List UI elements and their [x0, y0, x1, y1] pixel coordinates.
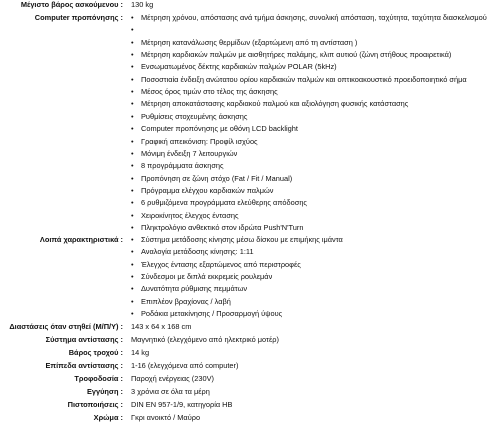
spec-bullet-item: [131, 198, 307, 208]
spec-row: [0, 387, 500, 397]
spec-bullet-text: Δυνατότητα ρύθμισης πεμμάτων: [141, 284, 248, 294]
spec-bullet-text: Επιπλέον βραχίονας / λαβή: [141, 296, 231, 306]
bullet-icon: •: [131, 235, 134, 244]
spec-value: 143 x 64 x 168 cm: [131, 322, 192, 331]
bullet-icon: •: [131, 37, 134, 47]
bullet-icon: •: [131, 124, 134, 134]
spec-label: Βάρος τροχού :: [68, 348, 123, 357]
spec-bullet-item: [131, 210, 239, 221]
spec-bullet-item: [131, 37, 358, 48]
spec-value: DIN EN 957-1/9, κατηγορία HB: [131, 400, 233, 409]
spec-label: Λοιπά χαρακτηριστικά :: [39, 235, 123, 244]
bullet-icon: •: [131, 247, 134, 257]
spec-bullet-text: Μέτρηση χρόνου, απόστασης ανά τμήμα άσκησης, συνολική απόσταση, ταχύτητα, ταχύτητα διασκελισμού: [141, 13, 487, 22]
spec-bullet-text: Σύνδεσμοι με διπλά εκκρεμείς ρουλεμάν: [141, 272, 273, 282]
spec-bullet-text: Ενσωματωμένος δέκτης καρδιακών παλμών POLAR (5kHz): [141, 62, 337, 72]
spec-label: Επίπεδα αντίστασης :: [45, 361, 123, 370]
spec-row: [0, 335, 500, 345]
spec-bullet-text: Μέτρηση κατανάλωσης θερμίδων (εξαρτώμενη από τη αντίσταση ): [141, 37, 358, 47]
bullet-icon: •: [131, 296, 134, 306]
spec-bullet-item: [131, 259, 301, 270]
spec-bullet-text: Χειροκίνητος έλεγχος έντασης: [141, 210, 239, 220]
bullet-icon: •: [131, 50, 134, 60]
spec-bullet-text: 6 ρυθμιζόμενα προγράμματα ελεύθερης απόδοσης: [141, 198, 307, 208]
spec-bullet-text: Έλεγχος έντασης εξαρτώμενος από περιστροφές: [141, 259, 301, 269]
spec-value: Μαγνητικό (ελεγχόμενο από ηλεκτρικό μοτέρ): [131, 335, 279, 344]
bullet-icon: •: [131, 87, 134, 97]
spec-bullet-item: [131, 235, 343, 245]
spec-bullet-text: Ροδάκια μετακίνησης / Προσαρμογή ύψους: [141, 309, 283, 319]
bullet-icon: •: [131, 272, 134, 282]
bullet-icon: •: [131, 62, 134, 72]
spec-bullet-text: Ποσοστιαία ένδειξη ανώτατου ορίου καρδιακών παλμών και οπτικοακουστικό προειδοποιητικό σήμα: [141, 74, 467, 84]
bullet-icon: •: [131, 222, 134, 232]
bullet-icon: •: [131, 210, 134, 220]
spec-bullet-item: [131, 13, 487, 23]
spec-bullet-text: Μέτρηση αποκατάστασης καρδιακού παλμού και αξιολόγηση φυσικής κατάστασης: [141, 99, 409, 109]
spec-bullet-item: [131, 272, 273, 282]
spec-bullet-text: Μέτρηση καρδιακών παλμών με αισθητήρες παλάμης, κλιπ αυτιού (ζώνη στήθους προαιρετικά): [141, 50, 452, 60]
bullet-icon: •: [131, 185, 134, 195]
spec-row: [0, 0, 500, 10]
spec-row: [0, 13, 500, 232]
spec-row: [0, 348, 500, 358]
spec-bullet-item: [131, 87, 278, 97]
spec-row: [0, 361, 500, 371]
spec-label: Χρώμα :: [93, 413, 123, 422]
bullet-icon: •: [131, 13, 134, 22]
bullet-icon: •: [131, 99, 134, 109]
spec-bullet-item: [131, 74, 467, 85]
bullet-icon: •: [131, 309, 134, 319]
spec-bullet-text: 8 προγράμματα άσκησης: [141, 161, 224, 171]
spec-value: 3 χρόνια σε όλα τα μέρη: [131, 387, 210, 396]
spec-bullet-item: [131, 296, 231, 307]
spec-label: Εγγύηση :: [86, 387, 123, 396]
spec-bullet-text: Πρόγραμμα ελέγχου καρδιακών παλμών: [141, 185, 274, 195]
spec-bullet-text: Μόνιμη ένδειξη 7 λειτουργιών: [141, 148, 238, 158]
spec-bullet-item: [131, 161, 224, 171]
spec-bullet-item: [131, 124, 298, 134]
bullet-icon: •: [131, 25, 134, 35]
bullet-icon: •: [131, 173, 134, 183]
spec-row: [0, 322, 500, 332]
spec-bullet-text: Αναλογία μετάδοσης κίνησης: 1:11: [141, 247, 254, 257]
spec-bullet-text: Πληκτρολόγιο ανθεκτικό στον ιδρώτα Push'N'Turn: [141, 222, 304, 232]
spec-bullet-item: [131, 247, 254, 257]
spec-bullet-item: [131, 222, 304, 233]
spec-bullet-item: [131, 148, 238, 159]
spec-bullet-item: [131, 185, 274, 196]
spec-bullet-text: Προπόνηση σε ζώνη στόχο (Fat / Fit / Manual): [141, 173, 293, 183]
bullet-icon: •: [131, 259, 134, 269]
bullet-icon: •: [131, 148, 134, 158]
spec-value: 14 kg: [131, 348, 150, 357]
bullet-icon: •: [131, 136, 134, 146]
spec-bullet-text: Γραφική απεικόνιση: Προφίλ ισχύος: [141, 136, 258, 146]
spec-bullet-item: [131, 309, 283, 319]
spec-row: [0, 413, 500, 423]
spec-bullet-text: Computer προπόνησης με οθόνη LCD backlight: [141, 124, 298, 134]
bullet-icon: •: [131, 74, 134, 84]
bullet-icon: •: [131, 111, 134, 121]
spec-bullet-item: [131, 25, 141, 35]
spec-bullet-item: [131, 284, 248, 294]
spec-label: Computer προπόνησης :: [34, 13, 123, 22]
spec-value: 1-16 (ελεγχόμενα από computer): [131, 361, 239, 370]
spec-bullet-item: [131, 99, 409, 109]
spec-label: Διαστάσεις όταν στηθεί (Μ/Π/Υ) :: [9, 322, 123, 331]
spec-value: 130 kg: [131, 0, 154, 9]
spec-bullet-item: [131, 173, 293, 184]
spec-value: Παροχή ενέργειας (230V): [131, 374, 214, 383]
bullet-icon: •: [131, 161, 134, 171]
spec-bullet-text: Μέσος όρος τιμών στο τέλος της άσκησης: [141, 87, 278, 97]
spec-bullet-text: Σύστημα μετάδοσης κίνησης μέσω δίσκου με επιμήκης ιμάντα: [141, 235, 343, 244]
spec-label: Σύστημα αντίστασης :: [45, 335, 123, 344]
spec-bullet-item: [131, 50, 452, 60]
spec-bullet-item: [131, 62, 337, 72]
spec-value: Γκρι ανοικτό / Μαύρο: [131, 413, 201, 422]
spec-row: [0, 374, 500, 384]
spec-bullet-text: Ρυθμίσεις στοχευμένης άσκησης: [141, 111, 248, 121]
spec-row: [0, 400, 500, 410]
spec-bullet-item: [131, 136, 258, 147]
spec-row: [0, 235, 500, 319]
bullet-icon: •: [131, 284, 134, 294]
spec-bullet-item: [131, 111, 248, 122]
spec-label: Πιστοποιήσεις :: [67, 400, 123, 409]
bullet-icon: •: [131, 198, 134, 208]
spec-label: Μέγιστο βάρος ασκούμενου :: [20, 0, 123, 9]
spec-label: Τροφοδοσία :: [74, 374, 123, 383]
